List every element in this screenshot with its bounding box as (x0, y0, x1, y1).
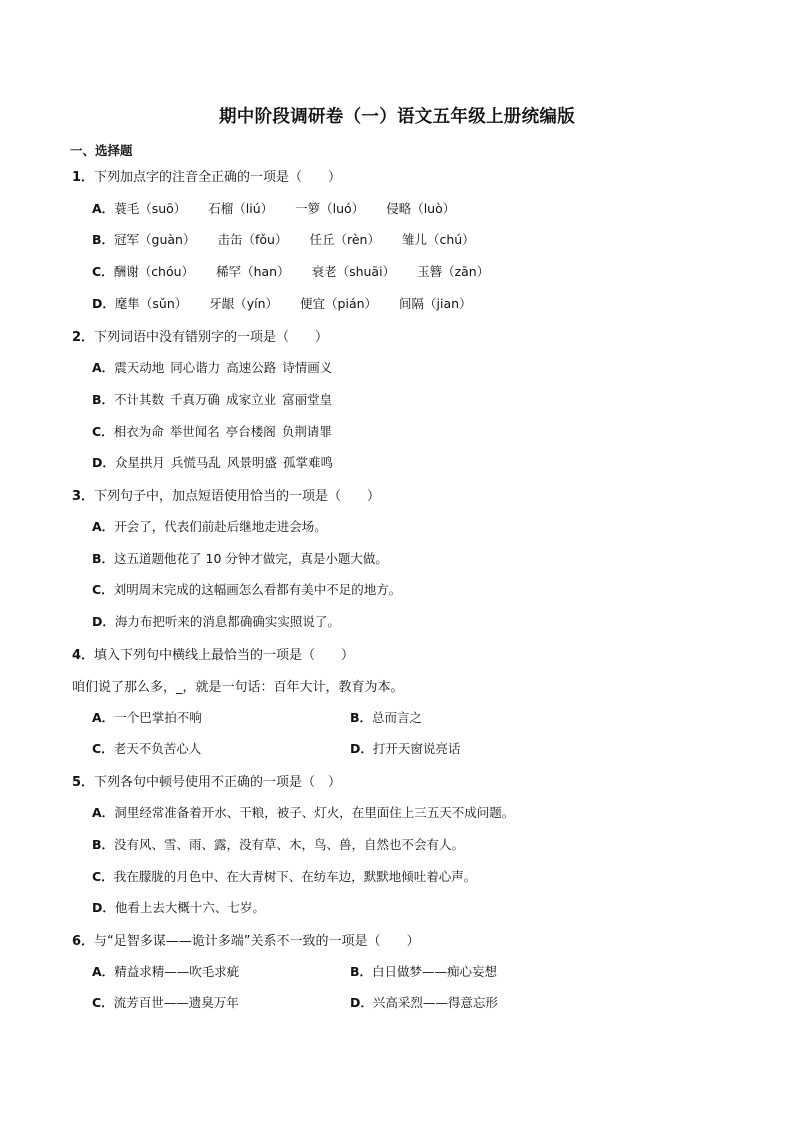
option-label: C． (92, 582, 114, 597)
option-text: 打开天窗说亮话 (372, 741, 461, 756)
option-item: 牙龈（yín） (209, 296, 279, 311)
option-text: 刘明周末完成的这幅画怎么看都有美中不足的地方。 (113, 582, 402, 597)
option-item: 任丘（rèn） (309, 232, 380, 247)
question-number: 5． (72, 775, 95, 790)
option-item: 相衣为命 (113, 424, 164, 439)
option-label: D． (350, 995, 373, 1010)
option-item: 风景明盛 (226, 455, 277, 470)
option-label: A． (92, 710, 115, 725)
q4-option-d[interactable] (350, 739, 460, 757)
option-item: 酬谢（chóu） (113, 264, 195, 279)
option-item: 千真万确 (170, 392, 221, 407)
option-text: 总而言之 (372, 710, 423, 725)
option-item: 雏儿（chú） (401, 232, 475, 247)
option-item: 震天动地 (114, 360, 165, 375)
option-item: 不计其数 (114, 392, 165, 407)
option-label: A． (92, 201, 115, 216)
option-text: 精益求精——吹毛求疵 (114, 964, 240, 979)
q5-option-b[interactable] (92, 835, 464, 853)
q3-option-d[interactable] (92, 612, 340, 630)
option-item: 众星拱月 (114, 455, 165, 470)
q1-option-b[interactable] (92, 230, 475, 248)
option-item: 富丽堂皇 (282, 392, 333, 407)
question-5 (72, 771, 341, 790)
option-text: 他看上去大概十六、七岁。 (114, 900, 265, 915)
option-label: C． (92, 995, 114, 1010)
option-label: C． (92, 869, 114, 884)
option-item: 稀罕（han） (216, 264, 290, 279)
option-item: 冠军（guàn） (114, 232, 196, 247)
question-number: 2． (72, 330, 95, 345)
q6-option-c[interactable] (92, 993, 239, 1011)
option-item: 玉簪（zān） (417, 264, 490, 279)
q3-option-c[interactable] (92, 580, 401, 598)
option-label: D． (92, 900, 115, 915)
option-label: C． (92, 741, 114, 756)
option-label: A． (92, 360, 115, 375)
question-4 (72, 644, 354, 663)
option-label: B． (92, 392, 115, 407)
question-number: 1． (72, 170, 95, 185)
option-label: B． (92, 837, 115, 852)
q4-option-c[interactable] (92, 739, 201, 757)
option-text: 白日做梦——痴心妄想 (372, 964, 498, 979)
question-2 (72, 326, 328, 345)
question-1 (72, 166, 341, 185)
option-label: D． (92, 614, 115, 629)
option-text: 没有风、雪、雨、露，没有草、木，鸟、兽，自然也不会有人。 (114, 837, 465, 852)
q6-option-b[interactable] (350, 962, 497, 980)
option-label: B． (350, 964, 373, 979)
option-label: A． (92, 805, 115, 820)
question-text: 下列加点字的注音全正确的一项是（ ） (94, 170, 342, 185)
question-number: 6． (72, 934, 95, 949)
q1-option-d[interactable] (92, 294, 472, 312)
question-number: 4． (72, 648, 95, 663)
option-label: C． (92, 424, 114, 439)
q3-option-a[interactable] (92, 517, 327, 535)
option-item: 兵慌马乱 (170, 455, 221, 470)
option-item: 麾隼（sǔn） (114, 296, 188, 311)
option-text: 海力布把听来的消息都确确实实照说了。 (114, 614, 340, 629)
option-text: 这五道题他花了 10 分钟才做完，真是小题大做。 (114, 551, 388, 566)
q2-option-a[interactable] (92, 358, 332, 376)
option-label: D． (350, 741, 373, 756)
option-label: C． (92, 264, 114, 279)
option-item: 同心谐力 (170, 360, 221, 375)
option-label: A． (92, 964, 115, 979)
option-label: B． (92, 551, 115, 566)
q2-option-c[interactable] (92, 422, 332, 440)
q6-option-a[interactable] (92, 962, 239, 980)
question-stem: 咱们说了那么多，_，就是一句话：百年大计，教育为本。 (72, 680, 404, 695)
option-text: 我在朦胧的月色中、在大青树下、在纺车边，默默地倾吐着心声。 (113, 869, 477, 884)
q4-option-b[interactable] (350, 708, 422, 726)
q2-option-b[interactable] (92, 390, 332, 408)
option-text: 洞里经常准备着开水、干粮，被子、灯火，在里面住上三五天不成问题。 (114, 805, 515, 820)
option-item: 成家立业 (226, 392, 277, 407)
section-heading: 一、选择题 (70, 143, 133, 158)
option-label: B． (350, 710, 373, 725)
q3-option-b[interactable] (92, 549, 388, 567)
question-text: 与“足智多谋——诡计多端”关系不一致的一项是（ ） (94, 934, 420, 949)
option-item: 间隔（jian） (399, 296, 472, 311)
q5-option-c[interactable] (92, 867, 476, 885)
option-item: 举世闻名 (169, 424, 220, 439)
question-number: 3． (72, 489, 95, 504)
q6-option-d[interactable] (350, 993, 498, 1011)
question-text: 填入下列句中横线上最恰当的一项是（ ） (94, 648, 355, 663)
option-label: D． (92, 455, 115, 470)
option-item: 孤掌难鸣 (282, 455, 333, 470)
option-text: 一个巴掌拍不响 (114, 710, 202, 725)
q5-option-a[interactable] (92, 803, 514, 821)
q1-option-a[interactable] (92, 199, 455, 217)
option-item: 石榴（liú） (208, 201, 274, 216)
question-3 (72, 485, 380, 504)
question-text: 下列词语中没有错别字的一项是（ ） (94, 330, 329, 345)
page-title: 期中阶段调研卷（一）语文五年级上册统编版 (219, 107, 575, 127)
option-item: 蓑毛（suō） (114, 201, 187, 216)
option-item: 一箩（luó） (295, 201, 365, 216)
option-item: 诗情画义 (282, 360, 333, 375)
option-item: 便宜（pián） (300, 296, 378, 311)
option-item: 亭台楼阁 (225, 424, 276, 439)
question-text: 下列句子中，加点短语使用恰当的一项是（ ） (94, 489, 381, 504)
option-item: 侵略（luò） (386, 201, 456, 216)
option-label: A． (92, 519, 115, 534)
option-text: 老天不负苦心人 (113, 741, 202, 756)
option-item: 高速公路 (226, 360, 277, 375)
option-item: 衰老（shuāi） (311, 264, 396, 279)
q2-option-d[interactable] (92, 453, 333, 471)
q1-option-c[interactable] (92, 262, 489, 280)
option-item: 负荆请罪 (281, 424, 332, 439)
option-label: B． (92, 232, 115, 247)
question-6 (72, 930, 420, 949)
option-text: 兴高采烈——得意忘形 (372, 995, 498, 1010)
option-text: 开会了，代表们前赴后继地走进会场。 (114, 519, 327, 534)
q4-option-a[interactable] (92, 708, 202, 726)
question-text: 下列各句中顿号使用不正确的一项是（ ） (94, 775, 342, 790)
q5-option-d[interactable] (92, 898, 265, 916)
option-item: 击缶（fǒu） (217, 232, 288, 247)
option-label: D． (92, 296, 115, 311)
option-text: 流芳百世——遗臭万年 (113, 995, 239, 1010)
